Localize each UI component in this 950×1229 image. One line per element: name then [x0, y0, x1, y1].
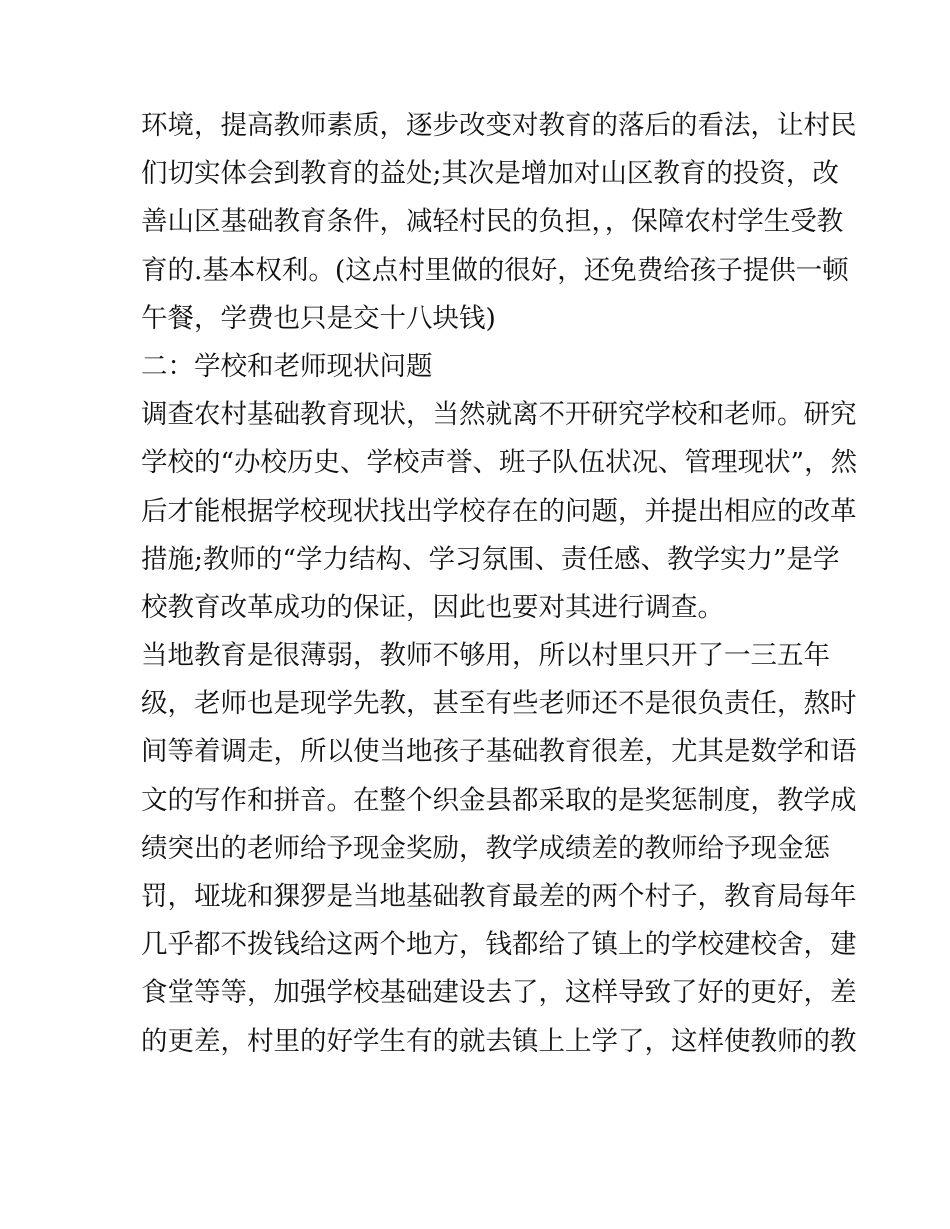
text-line: 校教育改革成功的保证，因此也要对其进行调查。 [141, 591, 724, 623]
text-line: 级，老师也是现学先教，甚至有些老师还不是很负责任，熬时 [141, 688, 857, 720]
section-heading: 二：学校和老师现状问题 [141, 350, 433, 382]
body-text [141, 102, 858, 1066]
text-line: 午餐，学费也只是交十八块钱) [141, 302, 496, 334]
text-line: 措施;教师的“学力结构、学习氛围、责任感、教学实力”是学 [141, 543, 840, 575]
text-line: 善山区基础教育条件，减轻村民的负担，，保障农村学生受教 [141, 206, 844, 238]
text-line: 食堂等等，加强学校基础建设去了，这样导致了好的更好，差 [141, 977, 857, 1009]
text-line: 环境，提高教师素质，逐步改变对教育的落后的看法，让村民 [141, 110, 857, 141]
text-line: 绩突出的老师给予现金奖励，教学成绩差的教师给予现金惩 [141, 832, 830, 864]
text-line: 文的写作和拼音。在整个织金县都采取的是奖惩制度，教学成 [141, 784, 857, 816]
text-line: 育的.基本权利。(这点村里做的很好，还免费给孩子提供一顿 [141, 254, 849, 286]
text-line: 间等着调走，所以使当地孩子基础教育很差，尤其是数学和语 [141, 736, 857, 768]
text-line: 学校的“办校历史、学校声誉、班子队伍状况、管理现状”，然 [141, 447, 858, 479]
text-line: 后才能根据学校现状找出学校存在的问题，并提出相应的改革 [141, 495, 857, 527]
text-line: 们切实体会到教育的益处;其次是增加对山区教育的投资，改 [141, 158, 839, 190]
text-line: 的更差，村里的好学生有的就去镇上上学了，这样使教师的教 [141, 1025, 857, 1057]
text-line: 调查农村基础教育现状，当然就离不开研究学校和老师。研究 [141, 399, 857, 431]
text-line: 罚，垭垅和猓猡是当地基础教育最差的两个村子，教育局每年 [141, 881, 857, 912]
text-line: 当地教育是很薄弱，教师不够用，所以村里只开了一三五年 [141, 640, 830, 672]
text-line: 几乎都不拨钱给这两个地方，钱都给了镇上的学校建校舍，建 [141, 929, 857, 961]
